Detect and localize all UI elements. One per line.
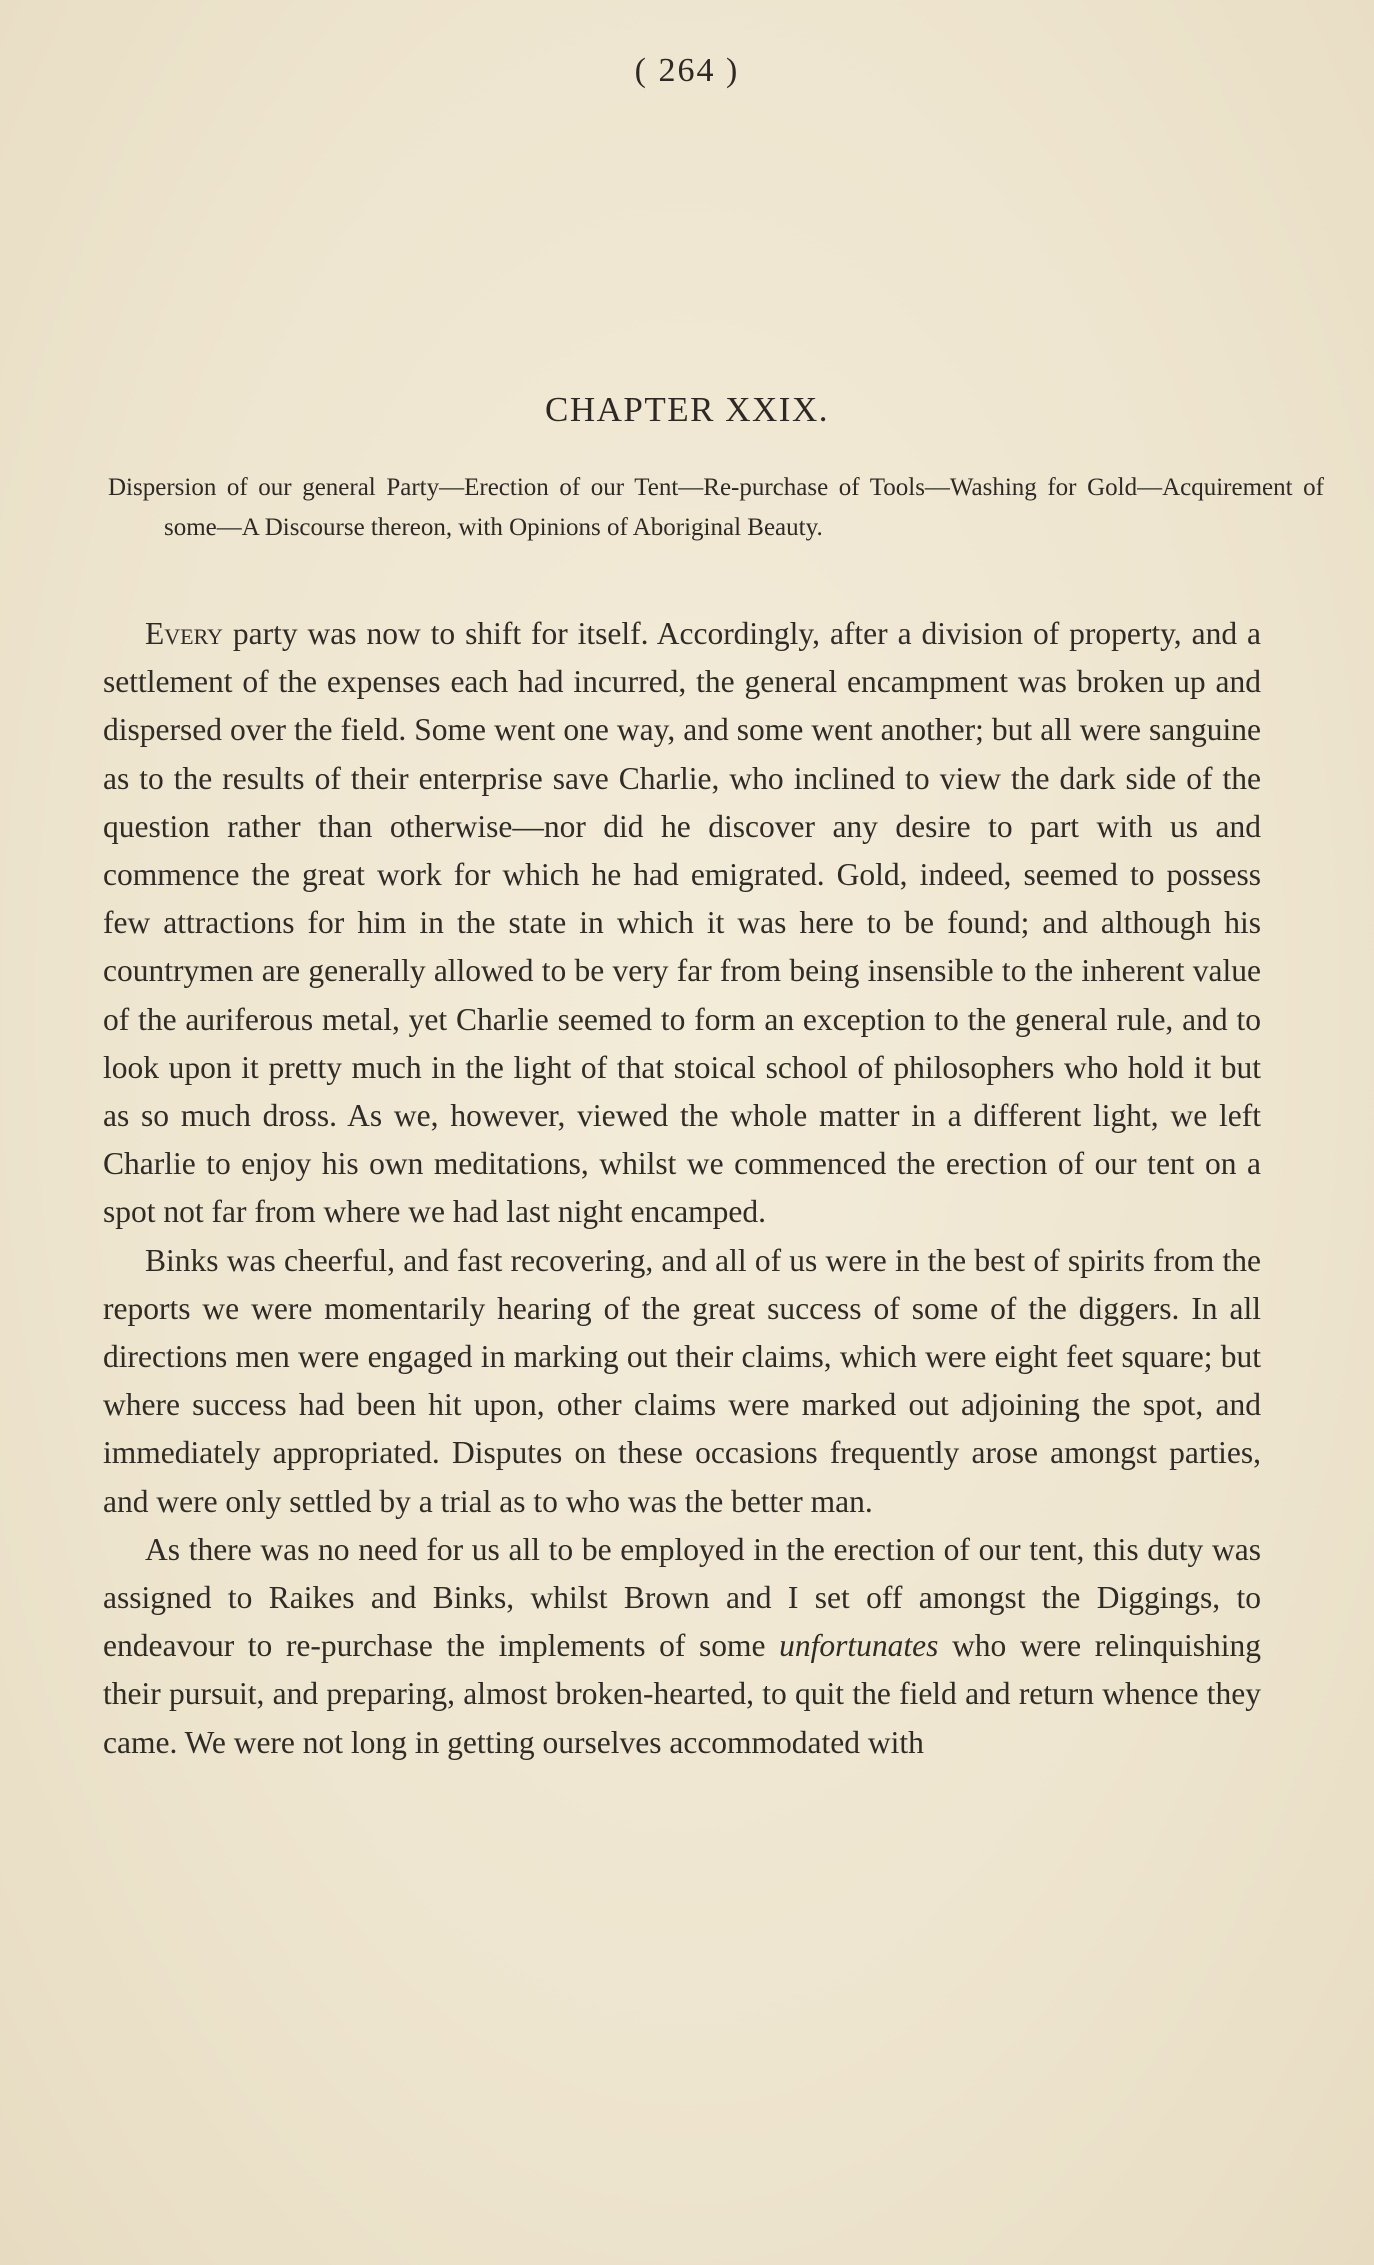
page-number: ( 264 ) xyxy=(634,52,740,89)
chapter-body xyxy=(103,610,1261,1767)
paragraph-3-italic-word: unfortunates xyxy=(779,1628,939,1664)
chapter-synopsis: Dispersion of our general Party—Erection of our Tent—Re-purchase of Tools—Washing for Gold—Acquirement of some—A Discourse thereon, with Opinions of Aboriginal Beauty. xyxy=(108,474,1324,541)
paragraph-1 xyxy=(103,610,1261,1237)
chapter-title: CHAPTER XXIX. xyxy=(545,390,829,429)
paragraph-3-text-start: As there was no need for us all to be employed in the erection of our tent, this duty was assigned to Raikes and Binks, whilst Brown and I set off amongst the Diggings, to endeavour to re-purchase the implements of some xyxy=(103,1531,1261,1664)
paragraph-2: Binks was cheerful, and fast recovering, and all of us were in the best of spirits from the reports we were momentarily hearing of the great success of some of the diggers. In all directions men were engaged in marking out their claims, which were eight feet square; but where success had been hit upon, other claims were marked out adjoining the spot, and immediately appropriated. Disputes on these occasions frequently arose amongst parties, and were only settled by a trial as to who was the better man. xyxy=(103,1242,1261,1519)
paragraph-3-text-end: who were relinquishing their pursuit, and preparing, almost broken-hearted, to quit the field and return whence they came. We were not long in getting ourselves accommodated with xyxy=(103,1628,1262,1760)
paragraph-1-text: party was now to shift for itself. Accordingly, after a division of property, and a settlement of the expenses each had incurred, the general encampment was broken up and dispersed over the field. Some went one way, and some went another; but all were sanguine as to the results of their enterprise save Charlie, who inclined to view the dark side of the question rather than otherwise—nor did he discover any desire to part with us and commence the great work for which he had emigrated. Gold, indeed, seemed to possess few attractions for him in the state in which it was here to be found; and although his countrymen are generally allowed to be very far from being insensible to the inherent value of the auriferous metal, yet Charlie seemed to form an exception to the general rule, and to look upon it pretty much in the light of that stoical school of philosophers who hold it but as so much dross. As we, however, viewed the whole matter in a different light, we left Charlie to enjoy his own meditations, whilst we commenced the erection of our tent on a spot not far from where we had last night encamped. xyxy=(103,616,1261,1230)
paragraph-3 xyxy=(103,1526,1261,1767)
paragraph-1-lead-word: Every xyxy=(145,616,223,651)
